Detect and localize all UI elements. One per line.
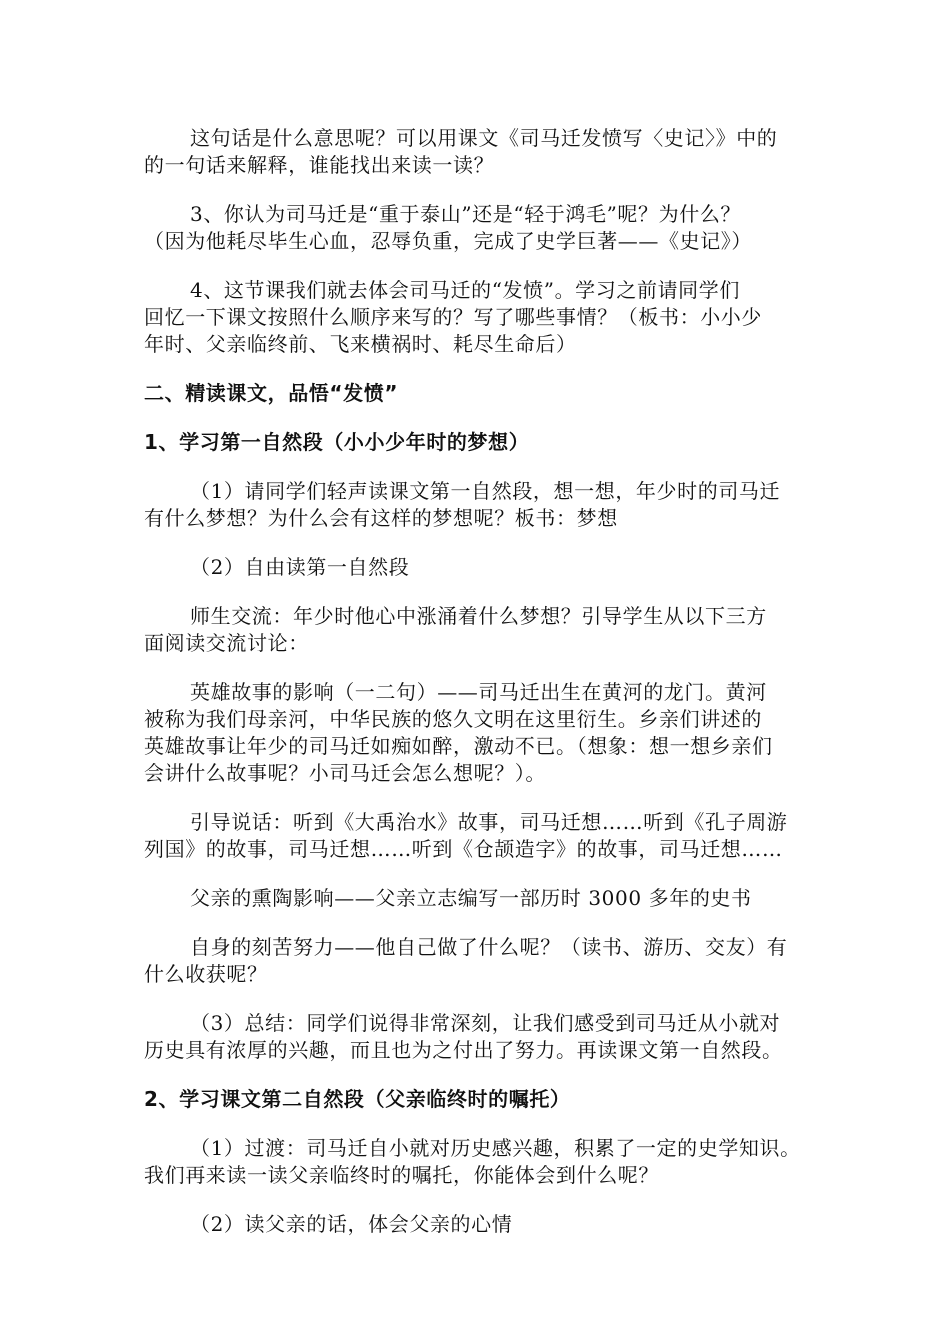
paragraph-step-1 — [144, 478, 824, 532]
paragraph-hero-stories — [144, 679, 824, 787]
text-line: 的一句话来解释，谁能找出来读一读？ — [144, 153, 495, 177]
paragraph-intro — [144, 125, 824, 179]
paragraph-summary — [144, 1010, 824, 1064]
text-line: 引导说话：听到《大禹治水》故事，司马迁想……听到《孔子周游 — [190, 810, 788, 834]
text-line: 3、你认为司马迁是“重于泰山”还是“轻于鸿毛”呢？为什么？ — [190, 202, 742, 226]
paragraph-discussion — [144, 603, 824, 657]
text-line: 会讲什么故事呢？小司马迁会怎么想呢？）。 — [144, 761, 546, 785]
text-line: 自身的刻苦努力——他自己做了什么呢？（读书、游历、交友）有 — [190, 935, 788, 959]
paragraph-step-2 — [144, 554, 824, 581]
subsection-heading-2: 2、学习课文第二自然段（父亲临终时的嘱托） — [144, 1087, 571, 1111]
text-line: 师生交流：年少时他心中涨涌着什么梦想？引导学生从以下三方 — [190, 604, 767, 628]
text-line: （3）总结：同学们说得非常深刻，让我们感受到司马迁从小就对 — [190, 1011, 781, 1035]
text-line: 被称为我们母亲河，中华民族的悠久文明在这里衍生。乡亲们讲述的 — [144, 707, 762, 731]
text-line: 有什么梦想？为什么会有这样的梦想呢？板书：梦想 — [144, 506, 618, 530]
subsection-heading-1: 1、学习第一自然段（小小少年时的梦想） — [144, 430, 530, 454]
text-line: （2）读父亲的话，体会父亲的心情 — [190, 1212, 513, 1236]
text-line: 这句话是什么意思呢？可以用课文《司马迁发愤写〈史记〉》中的 — [190, 126, 778, 150]
paragraph-transition — [144, 1135, 824, 1189]
text-line: 列国》的故事，司马迁想……听到《仓颉造字》的故事，司马迁想…… — [144, 837, 783, 861]
text-line: （1）请同学们轻声读课文第一自然段，想一想，年少时的司马迁 — [190, 479, 781, 503]
text-line: 4、这节课我们就去体会司马迁的“发愤”。学习之前请同学们 — [190, 278, 740, 302]
text-line: 面阅读交流讨论： — [144, 631, 309, 655]
section-heading-2: 二、精读课文，品悟“发愤” — [144, 381, 399, 405]
text-line: 我们再来读一读父亲临终时的嘱托，你能体会到什么呢？ — [144, 1163, 659, 1187]
paragraph-own-effort — [144, 934, 824, 988]
paragraph-question-4 — [144, 277, 824, 358]
text-line: （1）过渡：司马迁自小就对历史感兴趣，积累了一定的史学知识。 — [190, 1136, 801, 1160]
document-body — [144, 125, 824, 1260]
text-line: 英雄故事让年少的司马迁如痴如醉，激动不已。（想象：想一想乡亲们 — [144, 734, 773, 758]
paragraph-father-influence — [144, 885, 824, 912]
text-line: 年时、父亲临终前、飞来横祸时、耗尽生命后） — [144, 332, 577, 356]
paragraph-question-3 — [144, 201, 824, 255]
text-line: （2）自由读第一自然段 — [190, 555, 410, 579]
text-line: 英雄故事的影响（一二句）——司马迁出生在黄河的龙门。黄河 — [190, 680, 767, 704]
text-line: 什么收获呢？ — [144, 962, 268, 986]
text-line: 回忆一下课文按照什么顺序来写的？写了哪些事情？（板书：小小少 — [144, 305, 762, 329]
paragraph-read-father — [144, 1211, 824, 1238]
text-line: 父亲的熏陶影响——父亲立志编写一部历时 3000 多年的史书 — [190, 886, 752, 910]
paragraph-guided-speech — [144, 809, 824, 863]
text-line: 历史具有浓厚的兴趣，而且也为之付出了努力。再读课文第一自然段。 — [144, 1038, 783, 1062]
text-line: （因为他耗尽毕生心血，忍辱负重，完成了史学巨著——《史记》） — [144, 229, 752, 253]
